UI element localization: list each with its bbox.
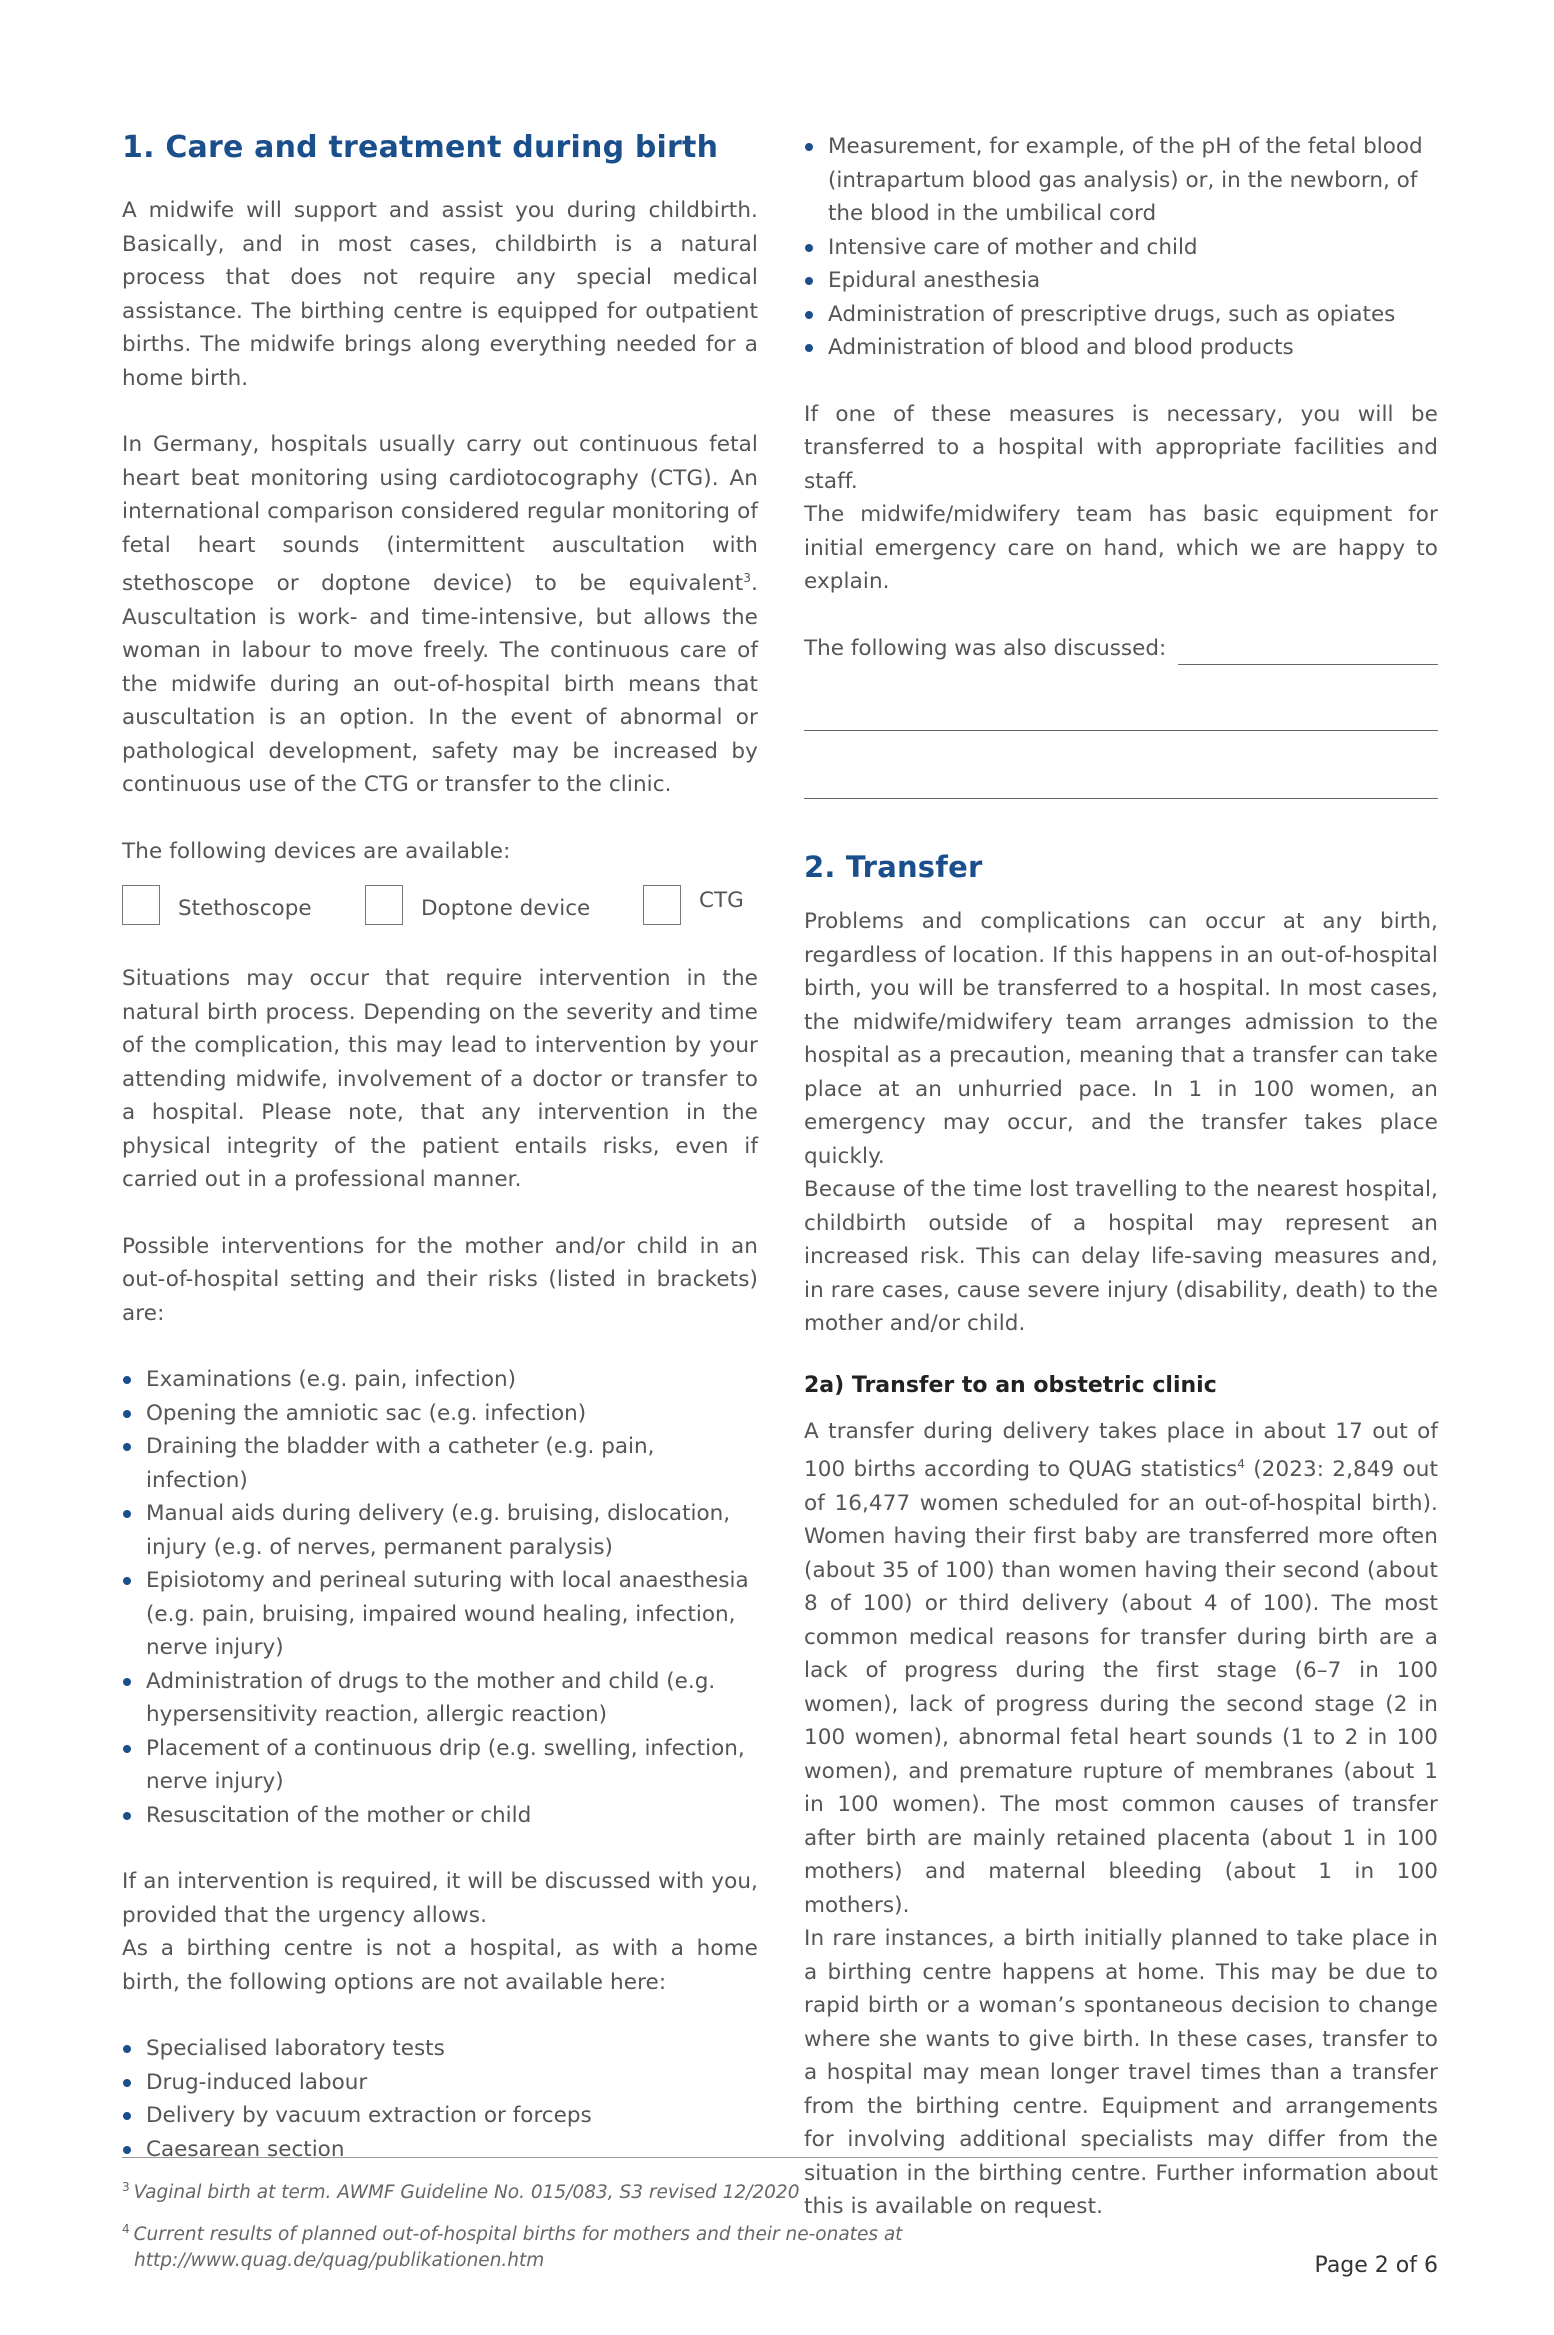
list-item: Opening the amniotic sac (e.g. infection) [122, 1397, 758, 1431]
discussed-label: The following was also discussed: [804, 635, 1167, 661]
interventions-list [122, 1363, 758, 1832]
discussed-input-line-3[interactable] [804, 797, 1438, 799]
footnotes [122, 2174, 1222, 2284]
section-1-paragraph-2: In Germany, hospitals usually carry out continuous fetal heart beat monitoring using cardiotocography (CTG). An international comparison considered regular monitoring of fetal heart sounds (intermittent auscultation with stethoscope or doptone device) to be equivalent$^3$. Auscultation is work- and time-intensive, but allows the woman in labour to move freely. The continuous care of the midwife during an out-of-hospital birth means that auscultation is an option. In the event of abnormal or pathological development, safety may be increased by continuous use of the CTG or transfer to the clinic. [122, 432, 758, 798]
discussed-row [804, 632, 1438, 666]
section-1-paragraph-5a: If an intervention is required, it will be discussed with you, provided that the urgency allows. [122, 1869, 758, 1928]
list-item: Episiotomy and perineal suturing with local anaesthesia (e.g. pain, bruising, impaired wound healing, infection, nerve injury) [122, 1564, 758, 1665]
section-1-paragraph-6a: If one of these measures is necessary, you will be transferred to a hospital with appropriate facilities and staff. [804, 401, 1438, 494]
not-available-list-continued [804, 130, 1438, 365]
left-column [122, 128, 758, 2199]
list-item: Specialised laboratory tests [122, 2032, 758, 2066]
stethoscope-checkbox[interactable] [122, 885, 160, 925]
device-label: Doptone device [421, 895, 591, 921]
list-item: Resuscitation of the mother or child [122, 1799, 758, 1833]
footnote-ref-3[interactable]: 3 [743, 571, 752, 585]
subsection-2a-paragraph-2: In rare instances, a birth initially planned to take place in a birthing centre happens at home. This may be due to rapid birth or a woman’s spontaneous decision to change where she wants to give birth. In these cases, transfer to a hospital may mean longer travel times than a transfer from the birthing centre. Equipment and arrangements for involving additional specialists may differ from the situation in the birthing centre. Further information about this is available on request. [804, 1926, 1438, 2220]
device-option-stethoscope[interactable] [122, 885, 365, 925]
doptone-checkbox[interactable] [365, 885, 403, 925]
section-1-paragraph-1: A midwife will support and assist you during childbirth. Basically, and in most cases, childbirth is a natural process that does not require any special medical assistance. The birthing centre is equipped for outpatient births. The midwife brings along everything needed for a home birth. [122, 198, 758, 391]
footnote-ref-4[interactable]: 4 [1237, 1457, 1246, 1471]
devices-checklist [122, 882, 758, 928]
list-item: Epidural anesthesia [804, 264, 1438, 298]
section-1-paragraph-4: Possible interventions for the mother and/or child in an out-of-hospital setting and their risks (listed in brackets) are: [122, 1233, 758, 1326]
list-item: Draining the bladder with a catheter (e.g. pain, infection) [122, 1430, 758, 1497]
list-item: Placement of a continuous drip (e.g. swelling, infection, nerve injury) [122, 1732, 758, 1799]
list-item: Delivery by vacuum extraction or forceps [122, 2099, 758, 2133]
section-1-title: 1. Care and treatment during birth [122, 130, 719, 165]
section-1-paragraph-5b: As a birthing centre is not a hospital, as with a home birth, the following options are not available here: [122, 1936, 758, 1995]
discussed-input-line-1[interactable] [1178, 638, 1438, 665]
ctg-checkbox[interactable] [643, 885, 681, 925]
section-1-paragraph-6b: The midwife/midwifery team has basic equipment for initial emergency care on hand, which we are happy to explain. [804, 502, 1438, 594]
device-label: CTG [699, 887, 744, 913]
discussed-input-line-2[interactable] [804, 729, 1438, 731]
right-column [804, 130, 1438, 2257]
list-item: Measurement, for example, of the pH of the fetal blood (intrapartum blood gas analysis) or, in the newborn, of the blood in the umbilical cord [804, 130, 1438, 231]
section-2-paragraph-2: Because of the time lost travelling to the nearest hospital, childbirth outside of a hospital may represent an increased risk. This can delay life-saving measures and, in rare cases, cause severe injury (disability, death) to the mother and/or child. [804, 1177, 1438, 1336]
section-2-paragraph-1: Problems and complications can occur at any birth, regardless of location. If this happens in an out-of-hospital birth, you will be transferred to a hospital. In most cases, the midwife/midwifery team arranges admission to the hospital as a precaution, meaning that a transfer can take place at an unhurried pace. In 1 in 100 women, an emergency may occur, and the transfer takes place quickly. [804, 909, 1438, 1169]
page-number: Page 2 of 6 [1314, 2253, 1438, 2278]
subsection-2a-title: 2a) Transfer to an obstetric clinic [804, 1372, 1217, 1398]
list-item: Drug-induced labour [122, 2066, 758, 2100]
list-item: Caesarean section [122, 2133, 758, 2167]
footnote-4-link[interactable]: http://www.quag.de/quag/publikationen.htm [134, 2250, 545, 2272]
device-option-doptone[interactable] [365, 885, 643, 925]
list-item: Administration of blood and blood products [804, 331, 1438, 365]
footnote-3: $^3$ Vaginal birth at term. AWMF Guideline No. 015/083, S3 revised 12/2020 [122, 2180, 800, 2204]
device-option-ctg[interactable] [643, 885, 744, 925]
list-item: Administration of drugs to the mother and child (e.g. hypersensitivity reaction, allergic reaction) [122, 1665, 758, 1732]
not-available-list [122, 2032, 758, 2166]
section-1-paragraph-3: Situations may occur that require intervention in the natural birth process. Depending on the severity and time of the complication, this may lead to intervention by your attending midwife, involvement of a doctor or transfer to a hospital. Please note, that any intervention in the physical integrity of the patient entails risks, even if carried out in a professional manner. [122, 966, 758, 1193]
footnote-4: $^4$ Current results of planned out-of-hospital births for mothers and their ne-onates at http://www.quag.de/quag/publikationen.htm [122, 2222, 903, 2272]
device-label: Stethoscope [178, 895, 312, 921]
section-2-title: 2. Transfer [804, 850, 983, 884]
footer-divider [122, 2157, 1438, 2158]
list-item: Intensive care of mother and child [804, 231, 1438, 265]
subsection-2a-paragraph-1: A transfer during delivery takes place in about 17 out of 100 births according to QUAG statistics$^4$ (2023: 2,849 out of 16,477 women scheduled for an out-of-hospital birth). Women having their first baby are transferred more often (about 35 of 100) than women having their second (about 8 of 100) or third delivery (about 4 of 100). The most common medical reasons for transfer during birth are a lack of progress during the first stage (6–7 in 100 women), lack of progress during the second stage (2 in 100 women), abnormal fetal heart sounds (1 to 2 in 100 women), and premature rupture of membranes (about 1 in 100 women). The most common causes of transfer after birth are mainly retained placenta (about 1 in 100 mothers) and maternal bleeding (about 1 in 100 mothers). [804, 1418, 1438, 1918]
devices-intro: The following devices are available: [122, 838, 511, 864]
list-item: Administration of prescriptive drugs, such as opiates [804, 298, 1438, 332]
list-item: Examinations (e.g. pain, infection) [122, 1363, 758, 1397]
list-item: Manual aids during delivery (e.g. bruising, dislocation, injury (e.g. of nerves, permanent paralysis) [122, 1497, 758, 1564]
